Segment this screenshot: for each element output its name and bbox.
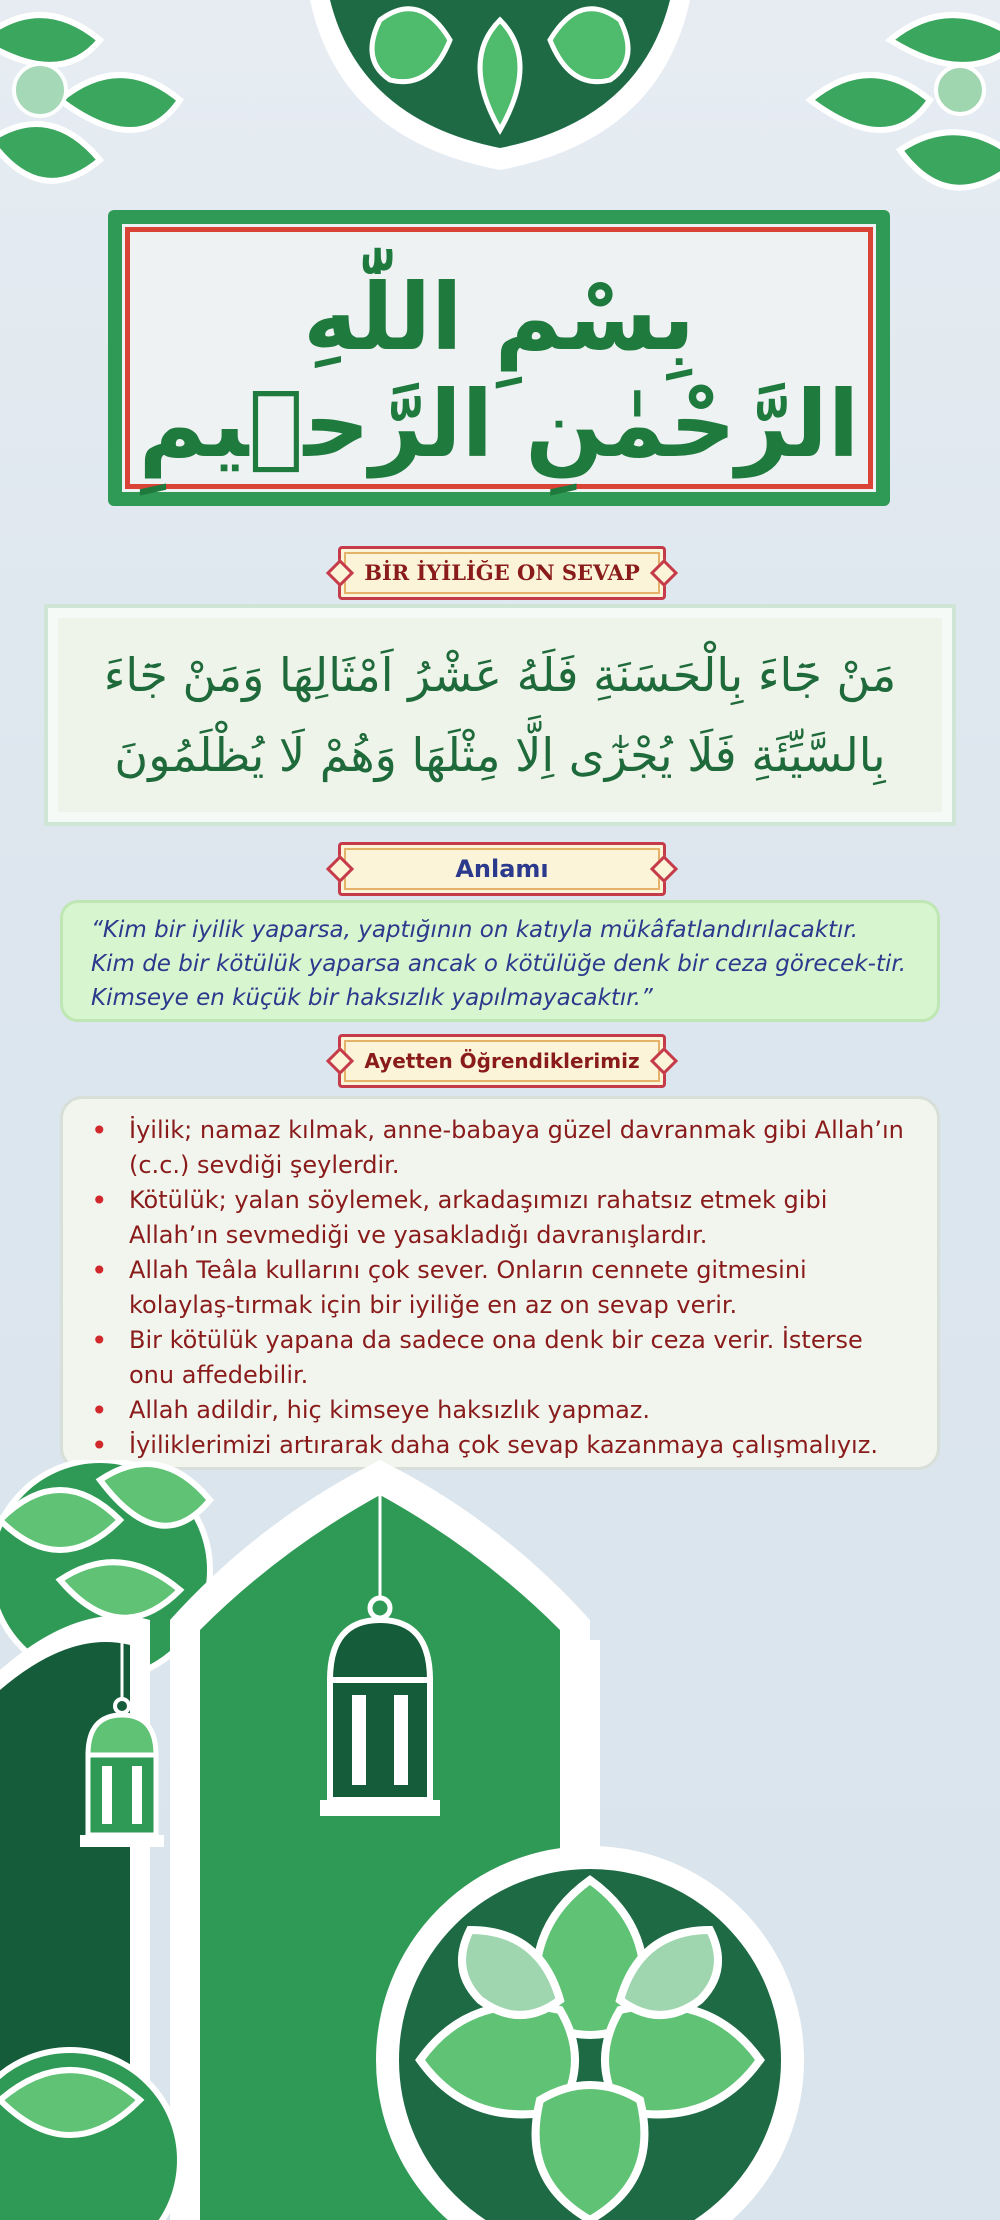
title-label-text: BİR İYİLİĞE ON SEVAP <box>364 560 640 585</box>
lesson-item: • Allah adildir, hiç kimseye haksızlık yapmaz. <box>87 1393 913 1428</box>
bottom-left-ornament <box>0 2050 180 2220</box>
verse-box <box>48 608 952 822</box>
lesson-item: • İyilik; namaz kılmak, anne-babaya güzel davranmak gibi Allah’ın (c.c.) sevdiği şeylerdir. <box>87 1113 913 1183</box>
bottom-rosette-ornament <box>380 1850 800 2220</box>
bottom-decoration <box>0 1460 1000 2220</box>
lesson-item: • İyiliklerimizi artırarak daha çok sevap kazanmaya çalışmalıyız. <box>87 1428 913 1463</box>
title-label <box>338 546 666 600</box>
lessons-box <box>60 1096 940 1470</box>
lessons-label <box>338 1034 666 1088</box>
meaning-text: “Kim bir iyilik yaparsa, yaptığının on katıyla mükâfatlandırılacaktır. Kim de bir kötülük yaparsa ancak o kötülüğe denk bir ceza görecek-tir. Kimseye en küçük bir haksızlık yapılmayacaktır.” <box>91 917 907 1011</box>
verse-line-1: مَنْ جَٓاءَ بِالْحَسَنَةِ فَلَهُ عَشْرُ اَمْثَالِهَا وَمَنْ جَٓاءَ <box>103 648 897 702</box>
lesson-item: • Kötülük; yalan söylemek, arkadaşımızı rahatsız etmek gibi Allah’ın sevmediği ve yasakladığı davranışlardır. <box>87 1183 913 1253</box>
lessons-label-text: Ayetten Öğrendiklerimiz <box>364 1049 640 1073</box>
verse-line-2: بِالسَّيِّئَةِ فَلَا يُجْزٰٓى اِلَّا مِثْلَهَا وَهُمْ لَا يُظْلَمُونَ <box>114 728 886 782</box>
meaning-label-text: Anlamı <box>455 855 549 883</box>
lesson-item: • Allah Teâla kullarını çok sever. Onların cennete gitmesini kolaylaş-tırmak için bir iyiliğe en az on sevap verir. <box>87 1253 913 1323</box>
lessons-list <box>87 1113 913 1463</box>
top-right-ornament <box>790 0 1000 230</box>
meaning-box <box>60 900 940 1022</box>
bismillah-calligraphy: بِسْمِ اللّٰهِ الرَّحْمٰنِ الرَّح۪يمِ <box>138 264 860 478</box>
top-left-ornament <box>0 0 200 220</box>
lesson-item: • Bir kötülük yapana da sadece ona denk bir ceza verir. İsterse onu affedebilir. <box>87 1323 913 1393</box>
top-center-ornament <box>290 0 710 180</box>
bismillah-frame <box>108 210 890 506</box>
meaning-label <box>338 842 666 896</box>
